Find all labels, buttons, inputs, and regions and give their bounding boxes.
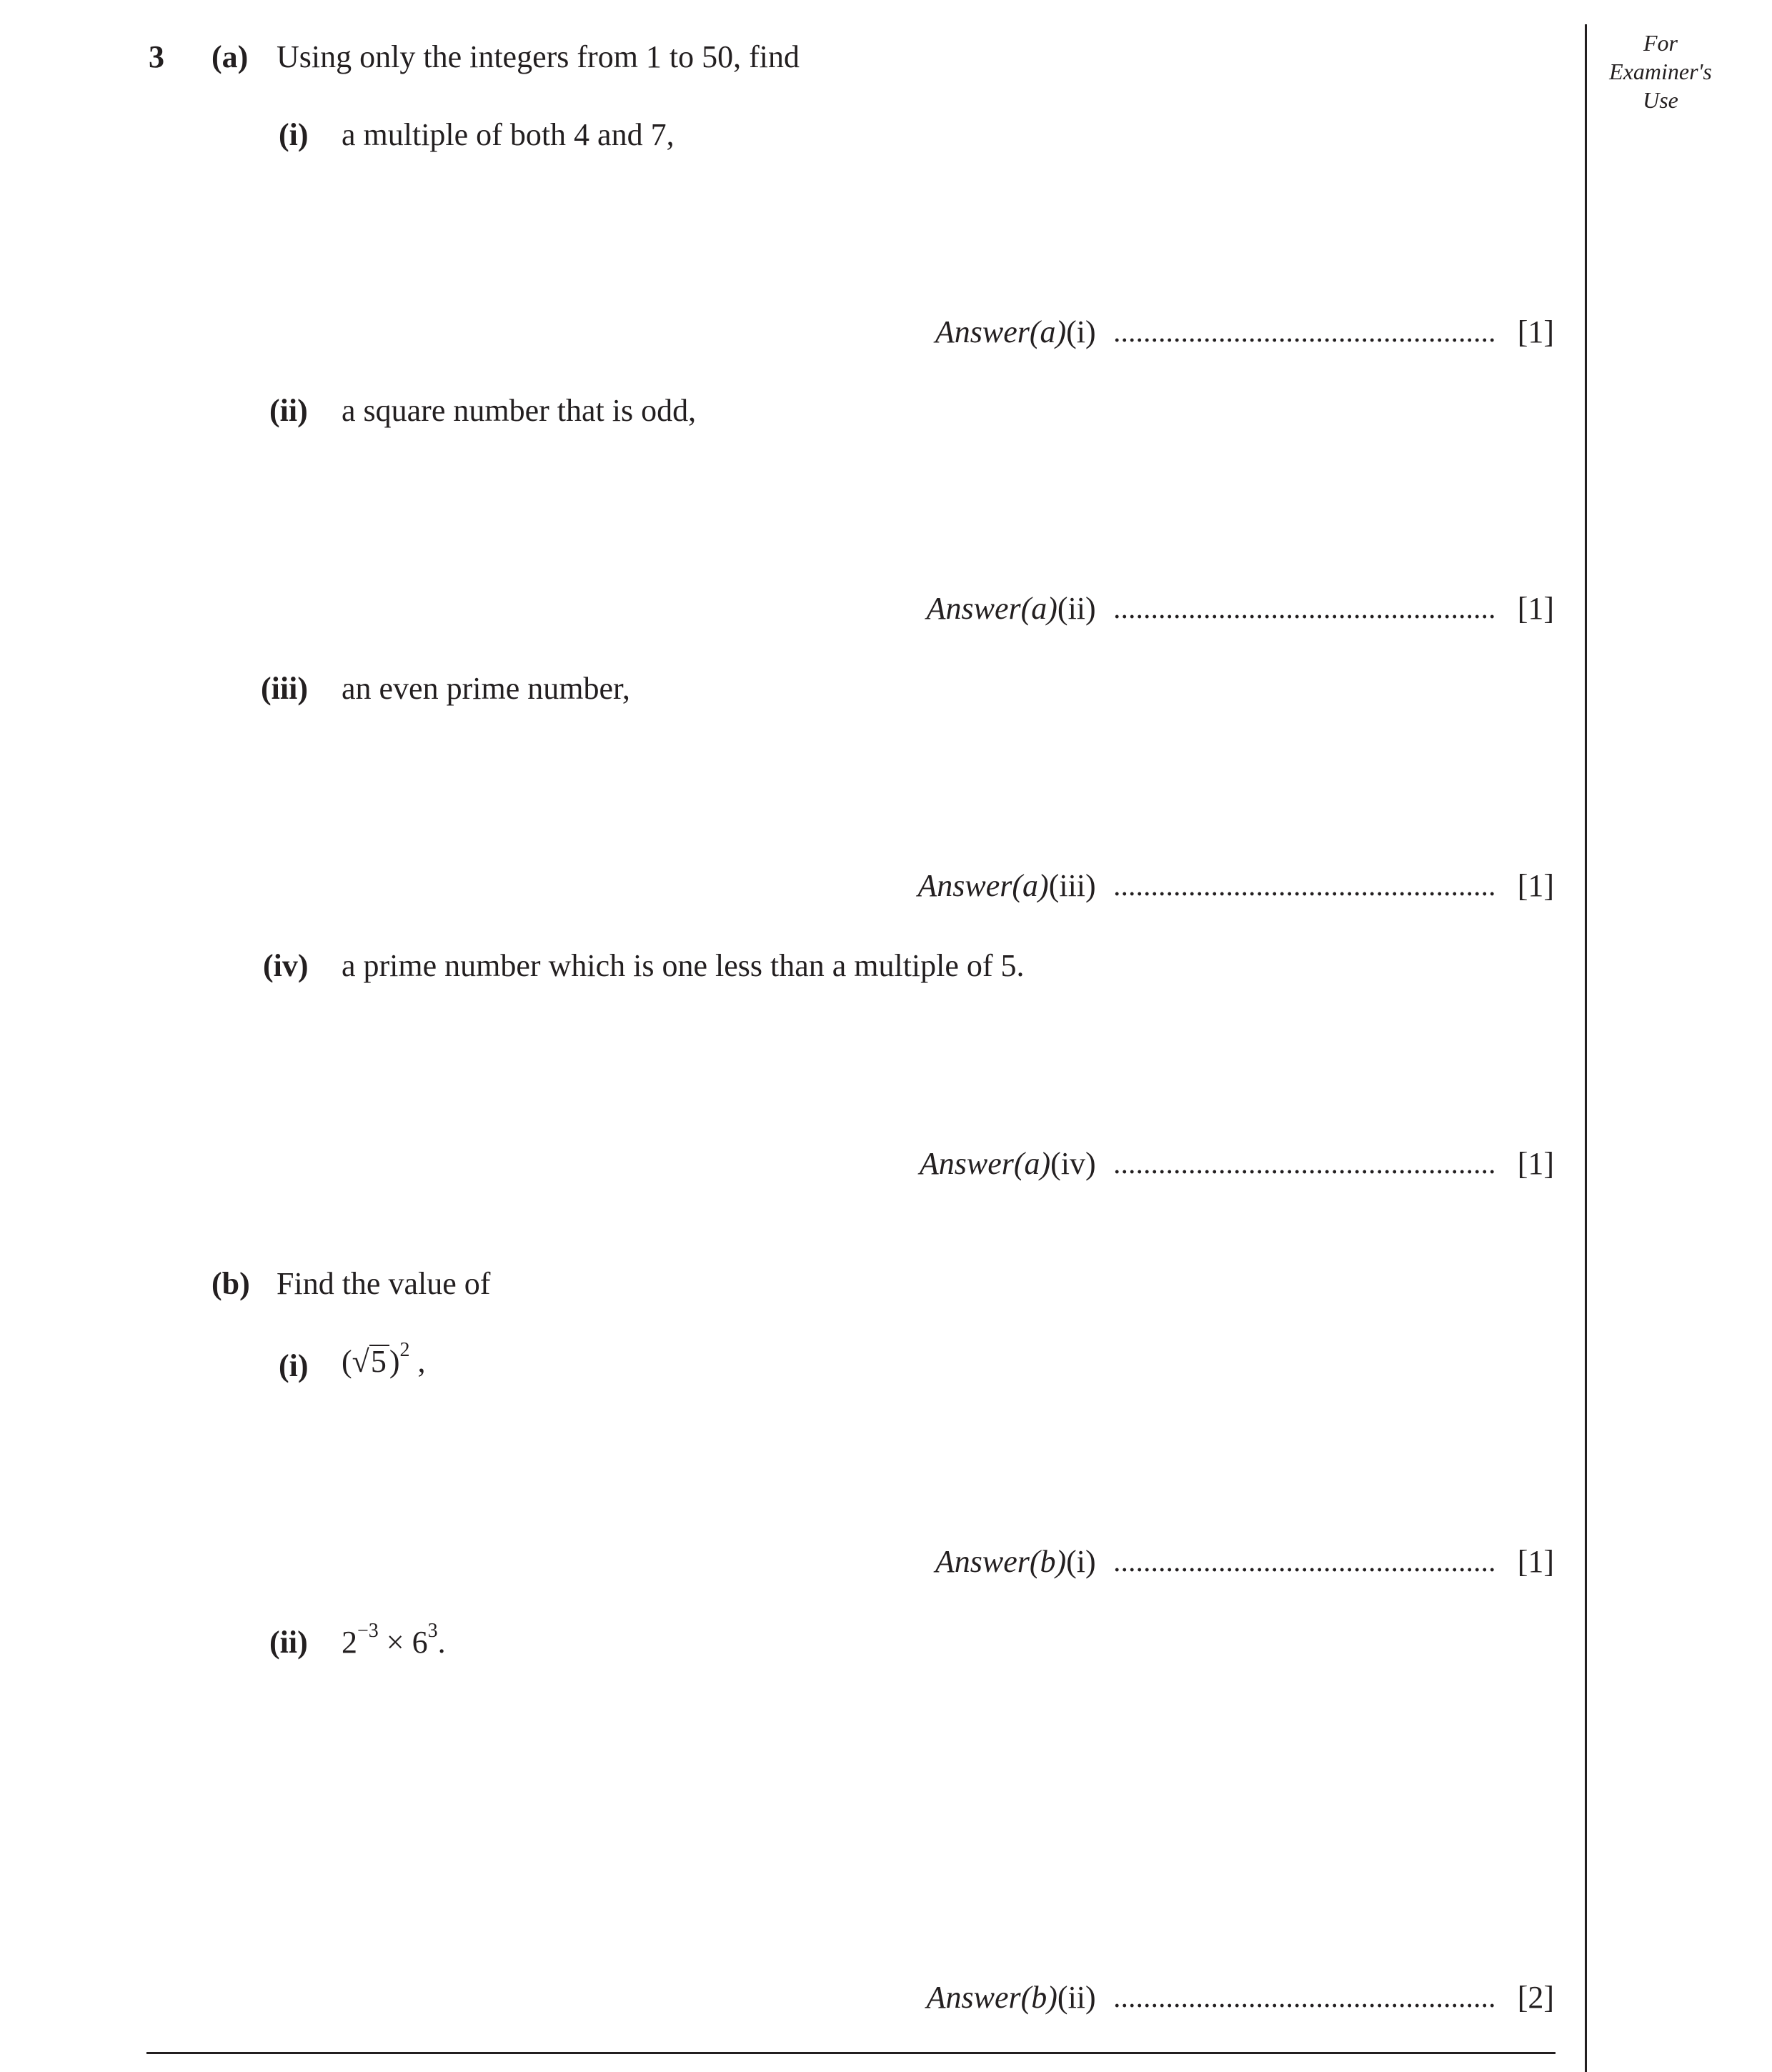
answer-line-a-iii: Answer(a)(iii) [1] <box>917 868 1554 903</box>
answer-line-a-iv: Answer(a)(iv) [1] <box>919 1146 1554 1181</box>
part-a-ii-text: a square number that is odd, <box>342 393 697 428</box>
answer-field-b-i[interactable] <box>1113 1568 1496 1572</box>
part-b-label: (b) <box>211 1266 250 1301</box>
answer-field-a-ii[interactable] <box>1113 614 1496 619</box>
part-a-i-label: (i) <box>279 117 309 152</box>
part-a-iii-label: (iii) <box>261 671 308 706</box>
part-a-ii-label: (ii) <box>269 393 308 428</box>
marks-a-iii: [1] <box>1517 868 1554 903</box>
answer-field-a-iv[interactable] <box>1113 1170 1496 1174</box>
examiner-use-label: For Examiner's Use <box>1609 30 1712 113</box>
part-a-label: (a) <box>211 39 249 74</box>
page-bottom-rule <box>146 2052 1556 2054</box>
marks-a-iv: [1] <box>1517 1146 1554 1181</box>
answer-field-a-iii[interactable] <box>1113 892 1496 896</box>
answer-line-b-ii: Answer(b)(ii) [2] <box>926 1980 1554 2015</box>
part-b-i-expression: $(√5)^2$ , <box>342 1339 426 1379</box>
part-b-stem: Find the value of <box>277 1266 491 1301</box>
part-a-iv-label: (iv) <box>263 948 309 983</box>
part-a-stem: Using only the integers from 1 to 50, find <box>277 39 800 74</box>
marks-b-ii: [2] <box>1517 1980 1554 2015</box>
answer-line-b-i: Answer(b)(i) [1] <box>935 1544 1554 1579</box>
answer-field-a-i[interactable] <box>1113 338 1496 342</box>
answer-line-a-i: Answer(a)(i) [1] <box>935 314 1554 349</box>
answer-line-a-ii: Answer(a)(ii) [1] <box>926 591 1554 626</box>
square-root-sign: √ <box>352 1344 369 1379</box>
question-number: 3 <box>149 39 164 74</box>
marks-a-i: [1] <box>1517 314 1554 349</box>
examiner-margin-line <box>1585 24 1587 2072</box>
part-a-i-text: a multiple of both 4 and 7, <box>342 117 675 152</box>
answer-field-b-ii[interactable] <box>1113 2003 1496 2008</box>
part-b-ii-expression: $2^{-3} \times 6^3$. <box>342 1620 446 1660</box>
part-a-iii-text: an even prime number, <box>342 671 630 706</box>
marks-b-i: [1] <box>1517 1544 1554 1579</box>
part-b-ii-label: (ii) <box>269 1625 308 1660</box>
marks-a-ii: [1] <box>1517 591 1554 626</box>
part-b-i-label: (i) <box>279 1348 309 1383</box>
part-a-iv-text: a prime number which is one less than a multiple of 5. <box>342 948 1025 983</box>
